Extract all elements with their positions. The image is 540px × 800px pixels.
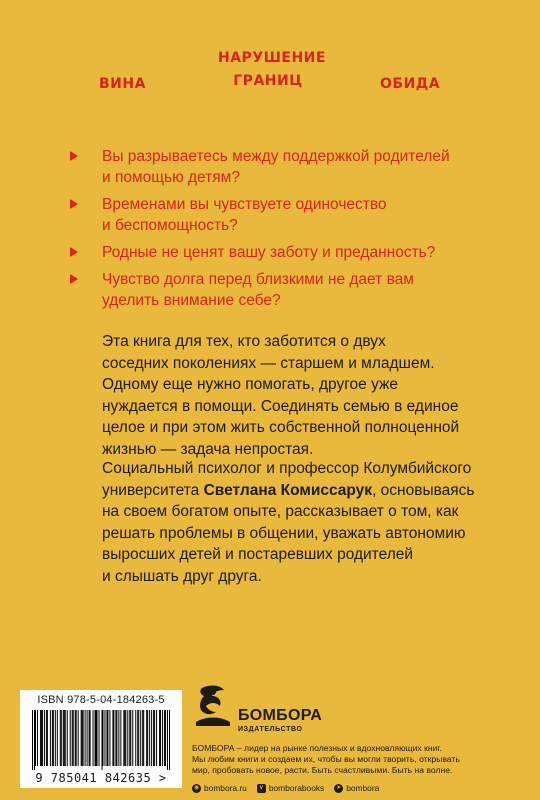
question-line: и беспомощность? [102,217,238,234]
paragraph-line: Социальный психолог и профессор Колумбийского [102,460,472,477]
social-label: bombora [346,783,380,793]
paragraph-line: целое и при этом жить собственной полноценной [102,419,460,436]
paragraph-line: выросших детей и постаревших родителей [102,546,414,563]
question-line: и помощью детям? [102,169,240,186]
social-label: bomborabooks [268,783,325,793]
vk-icon: v [257,784,266,793]
paragraph-line: нуждается в помощи. Соединять семью в единое [102,397,459,415]
paragraph-line: решать проблемы в общении, уважать автономию [102,524,466,542]
globe-icon: ◉ [193,784,200,791]
tag-resentment: ОБИДА [380,76,441,92]
paragraph-line: жизнью — задача непростая. [102,440,314,458]
isbn-number: ISBN 978-5-04-184263-5 [37,694,165,706]
publisher-name: БОМБОРА [238,707,323,724]
tag-boundary-line1: НАРУШЕНИЕ [218,50,326,66]
telegram-icon: ➤ [336,784,342,791]
paragraph-line: на своем богатом опыте, рассказывает о том, как [102,503,459,520]
question-line: Родные не ценят вашу заботу и преданность? [102,244,436,261]
publisher-subtitle: ИЗДАТЕЛЬСТВО [238,726,303,733]
blurb-line: БОМБОРА – лидер на рынке полезных и вдохновляющих книг. [192,743,442,753]
isbn-barcode [20,690,182,788]
author-name: Светлана Комиссарук [203,481,373,499]
tag-boundary-line2: ГРАНИЦ [233,73,303,89]
social-label: bombora.ru [204,783,247,793]
blurb-line: Мы любим книги и создаем их, чтобы вы могли творить, открывать [192,754,460,764]
question-list [70,146,490,317]
question-item [70,146,490,188]
triangle-bullet-icon [70,151,78,161]
triangle-bullet-icon [70,247,78,257]
question-line: Вы разрываетесь между поддержкой родителей [102,148,450,165]
paragraph-line: Одному еще нужно помогать, другое уже [102,376,398,393]
tag-boundary-violation [218,50,326,90]
question-line: уделить внимание себе? [102,292,281,309]
question-line: Временами вы чувствуете одиночество [102,196,387,213]
social-website[interactable] [192,783,247,793]
question-item [70,242,490,263]
blurb-line: мир, пробовать новое, расти. Быть счастливыми. Быть на волне. [192,765,453,775]
publisher-blurb [192,743,528,776]
social-links [192,783,379,793]
barcode-icon [32,710,170,770]
question-item [70,269,490,311]
question-line: Чувство долга перед близкими не дает вам [102,271,414,288]
paragraph-line: соседних поколениях — старшем и младшем. [102,354,435,372]
author-paragraph [102,458,502,587]
tag-guilt: ВИНА [99,76,146,92]
triangle-bullet-icon [70,274,78,284]
bombora-logo-icon [192,682,234,730]
social-vk[interactable] [257,783,324,793]
triangle-bullet-icon [70,199,78,209]
paragraph-text: университета [102,481,204,499]
paragraph-text: , основываясь [372,481,475,499]
barcode-digits: 9 785041 842635 > [35,771,167,785]
question-item [70,194,490,236]
paragraph-line: и слышать друг друга. [102,567,262,585]
paragraph-line [102,480,502,502]
social-telegram[interactable] [334,783,379,793]
description-paragraph [102,331,502,460]
topic-tags [0,0,540,110]
paragraph-line: Эта книга для тех, кто заботится о двух [102,333,386,350]
